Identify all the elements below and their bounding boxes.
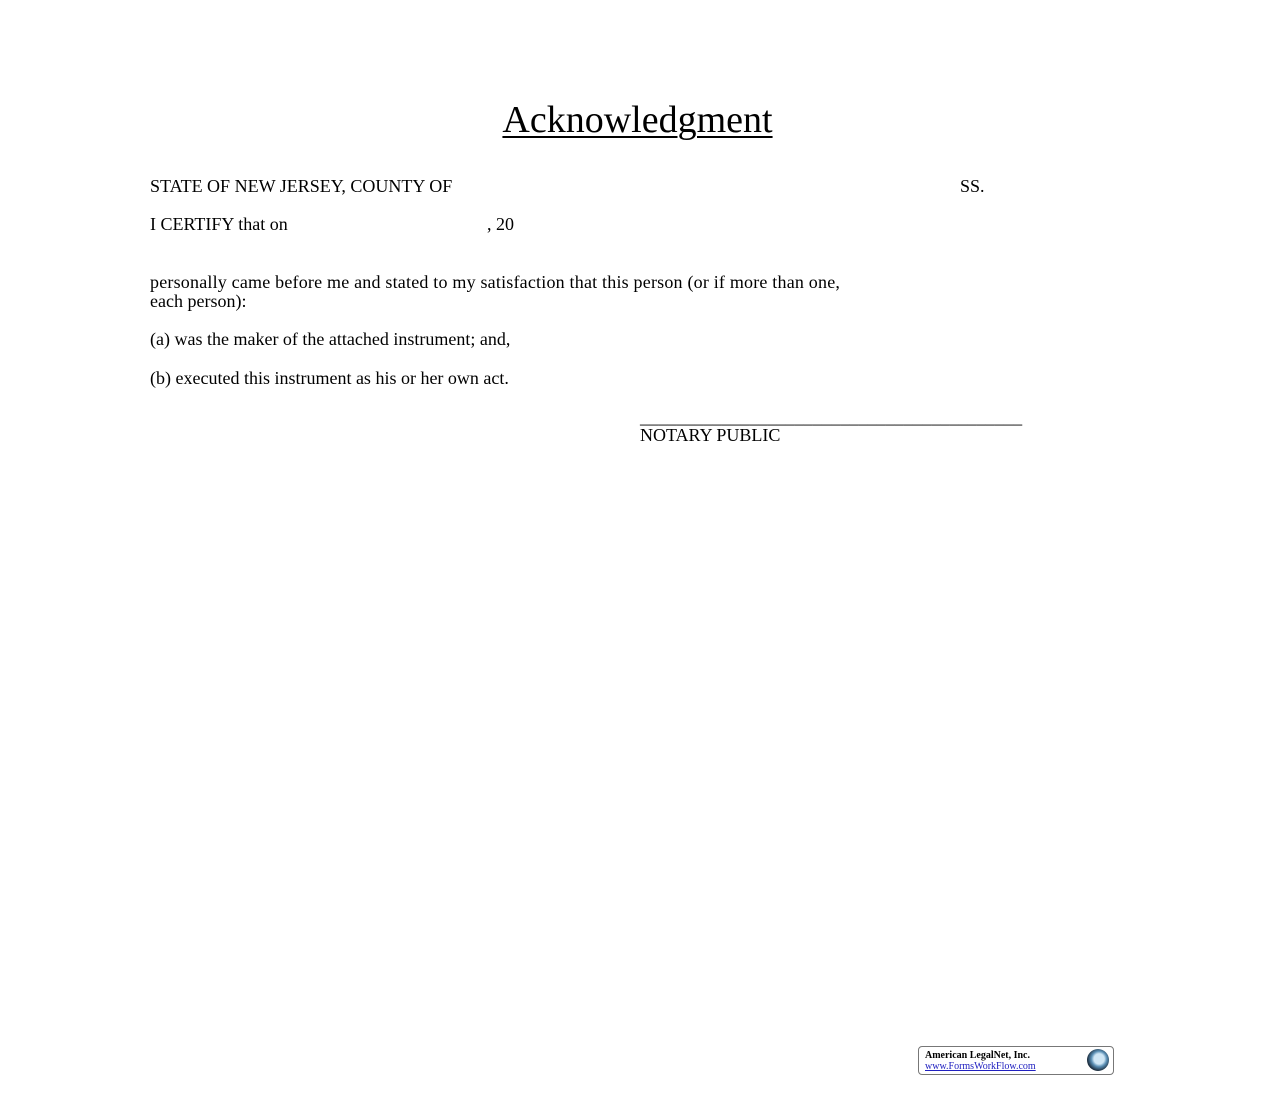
globe-icon: [1087, 1049, 1109, 1071]
clause-b: (b) executed this instrument as his or her own act.: [150, 368, 509, 388]
venue-state-county: STATE OF NEW JERSEY, COUNTY OF: [150, 176, 453, 196]
footer-logo[interactable]: [918, 1046, 1114, 1075]
clause-a: (a) was the maker of the attached instrument; and,: [150, 329, 511, 349]
venue-ss: SS.: [960, 176, 985, 196]
notary-public-label: NOTARY PUBLIC: [640, 425, 781, 445]
logo-company: American LegalNet, Inc.: [925, 1050, 1030, 1061]
document-title: Acknowledgment: [502, 99, 773, 141]
body-line-2: each person):: [150, 291, 247, 311]
certify-line: [150, 215, 288, 234]
certify-bold: I CERTIFY: [150, 214, 234, 234]
body-line-1: personally came before me and stated to my satisfaction that this person (or if more than one,: [150, 272, 841, 292]
certify-year: , 20: [487, 214, 514, 234]
logo-url-link[interactable]: www.FormsWorkFlow.com: [925, 1061, 1036, 1072]
signature-line: __________________________________________: [640, 407, 1023, 427]
certify-rest: that on: [238, 214, 288, 234]
